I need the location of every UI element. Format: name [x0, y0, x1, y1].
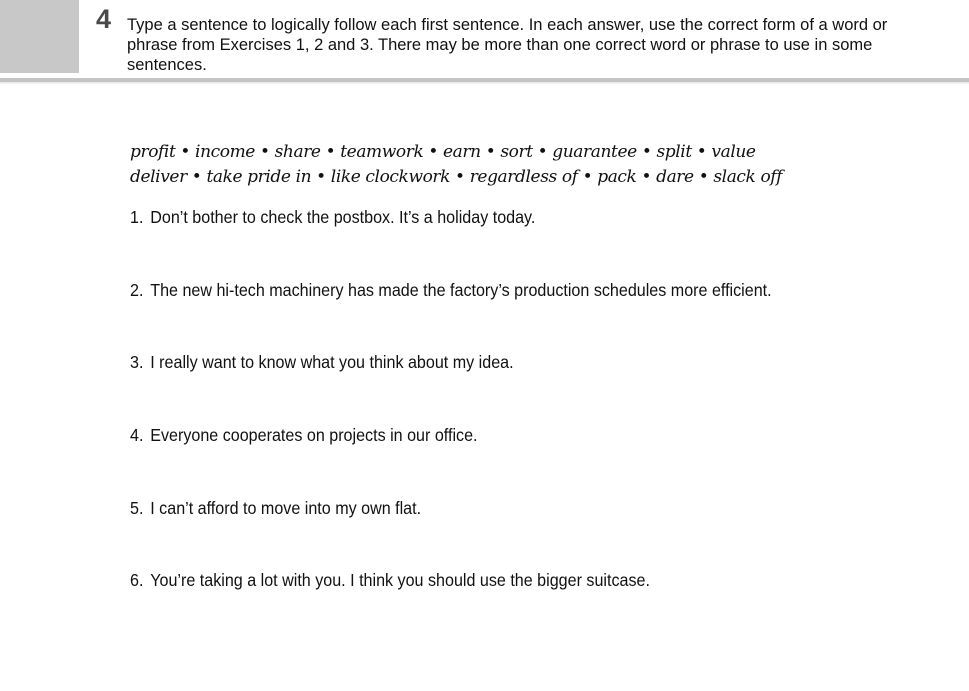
word-bank-line-2: deliver • take pride in • like clockwork • regardless of • pack • dare • slack off — [130, 167, 783, 187]
item-text: You’re taking a lot with you. I think you should use the bigger suitcase. — [150, 570, 650, 590]
header-divider-shadow — [0, 82, 969, 85]
exercise-instructions: Type a sentence to logically follow each first sentence. In each answer, use the correct form of a word or phrase from Exercises 1, 2 and 3. There may be more than one correct word or phrase to use in some sentences. — [127, 16, 888, 74]
item-number: 5. — [130, 498, 144, 518]
exercise-item-1 — [130, 206, 535, 228]
exercise-header — [0, 0, 969, 80]
item-text: Everyone cooperates on projects in our office. — [150, 425, 478, 445]
item-number: 6. — [130, 570, 144, 590]
word-bank-line-1: profit • income • share • teamwork • earn • sort • guarantee • split • value — [130, 142, 756, 162]
exercise-number: 4 — [96, 4, 112, 34]
exercise-item-4 — [130, 424, 478, 446]
item-text: Don’t bother to check the postbox. It’s a holiday today. — [150, 207, 536, 227]
item-text: The new hi-tech machinery has made the factory’s production schedules more efficient. — [150, 280, 772, 300]
exercise-item-6 — [130, 569, 650, 591]
item-number: 1. — [130, 207, 144, 227]
item-number: 4. — [130, 425, 144, 445]
item-number: 3. — [130, 352, 144, 372]
exercise-item-3 — [130, 351, 514, 373]
item-number: 2. — [130, 280, 144, 300]
item-text: I really want to know what you think about my idea. — [150, 352, 514, 372]
item-text: I can’t afford to move into my own flat. — [150, 498, 422, 518]
exercise-item-2 — [130, 279, 772, 301]
word-bank — [130, 140, 830, 190]
header-tab — [0, 0, 79, 73]
exercise-item-5 — [130, 497, 421, 519]
